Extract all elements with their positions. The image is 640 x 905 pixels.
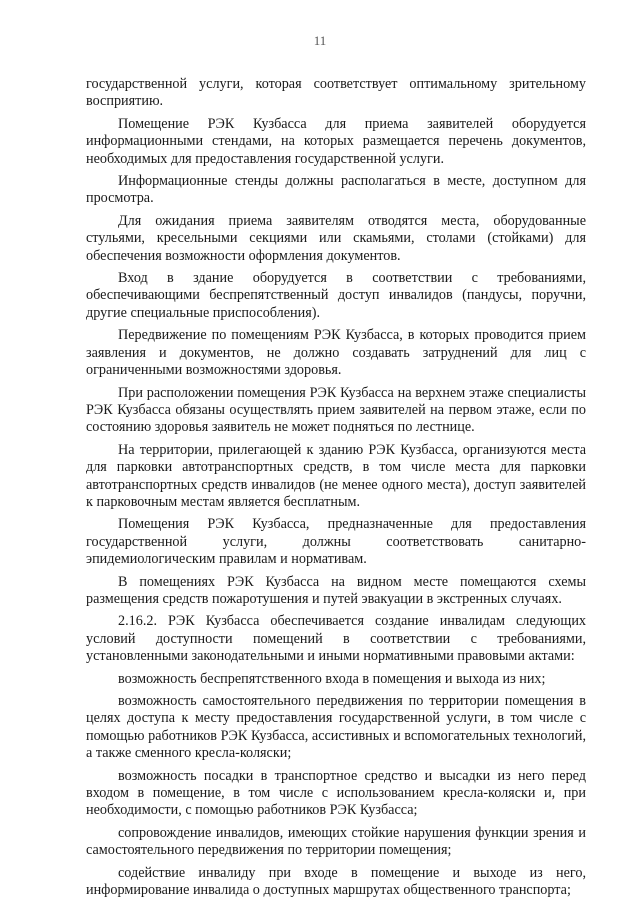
paragraph-stands-location: Информационные стенды должны располагаться в месте, доступном для просмотра. [86,173,586,207]
paragraph-continuation: государственной услуги, которая соответствует оптимальному зрительному восприятию. [86,76,586,110]
page-number: 11 [313,33,327,48]
paragraph-parking: На территории, прилегающей к зданию РЭК Кузбасса, организуются места для парковки автотранспортных средств, в том числе места для парковки автотранспортных средств инвалидов (не менее одного места), доступ заявителей к парковочным местам является бесплатным. [86,441,586,510]
paragraph-waiting-area: Для ожидания приема заявителям отводятся места, оборудованные стульями, кресельными секциями или скамьями, столами (стойками) для обеспечения возможности оформления документов. [86,212,586,264]
list-item-vehicle-boarding: возможность посадки в транспортное средство и высадки из него перед входом в помещение, в том числе с использованием кресла-коляски и, при необходимости, с помощью работников РЭК Кузбасса; [86,767,586,819]
list-item-independent-movement: возможность самостоятельного передвижения по территории помещения в целях доступа к месту предоставления государственной услуги, в том числе с помощью работников РЭК Кузбасса, ассистивных и вспомогательных технологий, а также сменного кресла-коляски; [86,693,586,762]
paragraph-sanitary: Помещения РЭК Кузбасса, предназначенные для предоставления государственной услуги, должны соответствовать санитарно-эпидемиологическим правилам и нормативам. [86,516,586,568]
paragraph-evacuation: В помещениях РЭК Кузбасса на видном месте помещаются схемы размещения средств пожаротушения и путей эвакуации в экстренных случаях. [86,573,586,607]
document-body [86,76,586,904]
paragraph-info-stands: Помещение РЭК Кузбасса для приема заявителей оборудуется информационными стендами, на которых размещается перечень документов, необходимых для предоставления государственной услуги. [86,115,586,167]
paragraph-movement: Передвижение по помещениям РЭК Кузбасса, в которых проводится прием заявления и документов, не должно создавать затруднений для лиц с ограниченными возможностями здоровья. [86,327,586,379]
list-item-escort: сопровождение инвалидов, имеющих стойкие нарушения функции зрения и самостоятельного передвижения по территории помещения; [86,824,586,859]
paragraph-upper-floor: При расположении помещения РЭК Кузбасса на верхнем этаже специалисты РЭК Кузбасса обязаны осуществлять прием заявителей на первом этаже, если по состоянию здоровья заявитель не может подняться по лестнице. [86,384,586,436]
list-item-assistance: содействие инвалиду при входе в помещение и выходе из него, информирование инвалида о доступных маршрутах общественного транспорта; [86,864,586,899]
list-item-entry-exit: возможность беспрепятственного входа в помещения и выхода из них; [118,670,546,687]
paragraph-entrance: Вход в здание оборудуется в соответствии с требованиями, обеспечивающими беспрепятственный доступ инвалидов (пандусы, поручни, другие специальные приспособления). [86,270,586,321]
paragraph-section-2-16-2: 2.16.2. РЭК Кузбасса обеспечивается создание инвалидам следующих условий доступности помещений в соответствии с требованиями, установленными законодательными и иными нормативными правовыми актами: [86,613,586,665]
